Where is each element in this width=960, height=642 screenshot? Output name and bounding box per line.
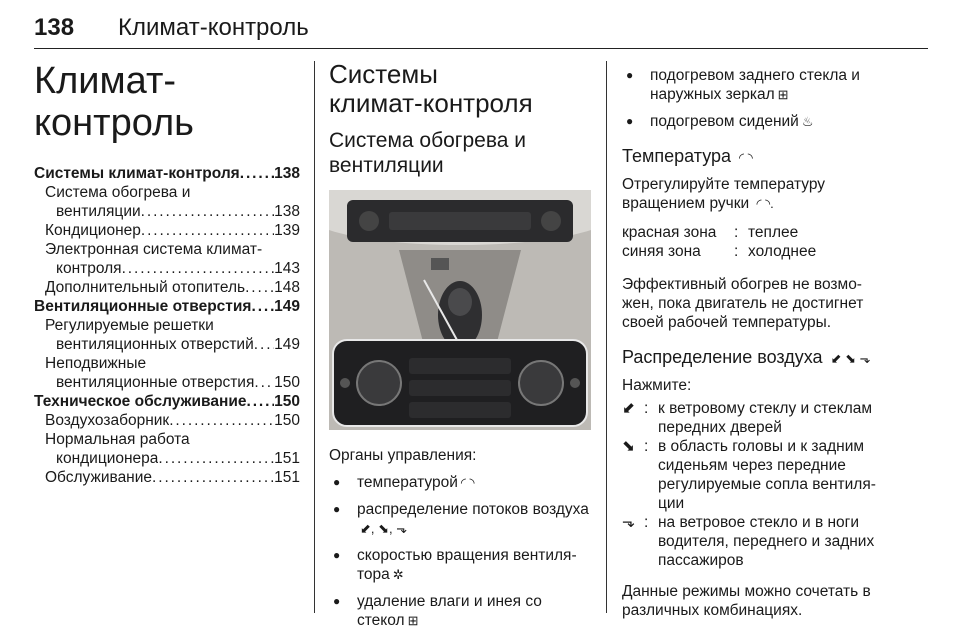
toc-entry[interactable] [34, 335, 300, 354]
toc-leader [240, 164, 274, 183]
control-icon: ✲ [392, 567, 404, 582]
toc-entry[interactable] [34, 354, 300, 373]
temperature-zones [622, 223, 892, 261]
toc-label: вентиляционные отверстия [56, 374, 255, 391]
temperature-text: Отрегулируйте температуру вращением ручки ◜ ◝. [622, 176, 826, 212]
column-divider [606, 61, 607, 613]
temperature-heading: Температура ◜ ◝ [622, 145, 892, 169]
controls-list [329, 473, 591, 630]
page-header [34, 14, 928, 49]
toc-entry[interactable] [34, 259, 300, 278]
air-mode-text: к ветровому стеклу и стеклам передних дверей [658, 400, 873, 436]
toc-entry[interactable] [34, 373, 300, 392]
toc-leader [254, 373, 274, 392]
toc-page-number: 150 [274, 374, 300, 391]
toc-page-number: 151 [274, 450, 300, 467]
subsection-heading: Система обогрева и вентиляции [329, 129, 526, 177]
toc-entry[interactable] [34, 392, 300, 411]
list-item [329, 473, 591, 492]
air-modes-list [622, 399, 892, 570]
toc-page-number: 151 [274, 469, 300, 486]
air-mode-icon: ⬊ [622, 438, 635, 455]
temperature-icon: ◜ ◝ [739, 150, 753, 165]
toc-entry[interactable] [34, 183, 300, 202]
toc-label: Неподвижные [45, 355, 147, 372]
air-mode-text: на ветровое стекло и в ноги водителя, переднего и задних пассажиров [658, 514, 875, 569]
toc-label: Техническое обслуживание [34, 393, 247, 410]
list-item-text: удаление влаги и инея со стекол [357, 593, 542, 629]
air-mode-sep: : [644, 438, 649, 455]
toc-label: кондиционера [56, 450, 159, 467]
control-icon: ♨ [801, 114, 814, 129]
header-title: Климат-контроль [118, 14, 309, 41]
toc-leader [158, 449, 274, 468]
list-item-text: подогревом сидений [650, 113, 799, 130]
toc-entry[interactable] [34, 316, 300, 335]
zone-sep: : [734, 243, 739, 260]
zone-sep: : [734, 224, 739, 241]
toc-label: Обслуживание [45, 469, 153, 486]
toc-label: контроля [56, 260, 122, 277]
knob-icon: ◜ ◝. [756, 196, 774, 211]
page-number: 138 [34, 14, 75, 41]
toc-leader [169, 411, 274, 430]
toc-label: Кондиционер [45, 222, 141, 239]
air-distribution-heading: Распределение воздуха ⬋ ⬊ ⬎ [622, 346, 892, 370]
list-item [329, 546, 591, 584]
toc-entry[interactable] [34, 221, 300, 240]
toc-page-number: 149 [274, 298, 300, 315]
toc-label: вентиляции [56, 203, 141, 220]
toc-leader [141, 221, 274, 240]
zone-value: холоднее [748, 243, 817, 260]
air-mode-icon: ⬋ [622, 400, 635, 417]
toc-page-number: 143 [274, 260, 300, 277]
toc-leader [122, 259, 275, 278]
control-icon: ⊞ [407, 613, 419, 628]
press-label: Нажмите: [622, 377, 692, 394]
effective-heating-text: Эффективный обогрев не возмо-жен, пока двигатель не достигнет своей рабочей температуры. [622, 276, 864, 331]
toc-page-number: 139 [274, 222, 300, 239]
air-mode-sep: : [644, 514, 649, 531]
toc-label: Электронная система климат- [45, 241, 263, 258]
toc-column [34, 60, 300, 487]
chapter-title: Климат-контроль [34, 60, 194, 144]
climate-control-photo [329, 190, 591, 430]
toc-entry[interactable] [34, 449, 300, 468]
control-icon: ⊞ [777, 87, 789, 102]
toc-leader [247, 392, 275, 411]
toc-label: Регулируемые решетки [45, 317, 214, 334]
dashboard-illustration [329, 190, 591, 430]
content-column-3 [622, 60, 892, 620]
air-mode-icon: ⬎ [622, 514, 635, 531]
content-column-2 [329, 60, 591, 638]
toc-page-number: 138 [274, 165, 300, 182]
toc-label: Система обогрева и [45, 184, 191, 201]
list-item-text: подогревом заднего стекла и наружных зеркал [650, 67, 860, 103]
list-item-text: температурой [357, 474, 458, 491]
toc-label: Воздухозаборник [45, 412, 170, 429]
toc-leader [245, 278, 274, 297]
air-mode-sep: : [644, 400, 649, 417]
zone-zone: синяя зона [622, 243, 701, 260]
toc-entry[interactable] [34, 468, 300, 487]
toc-entry[interactable] [34, 430, 300, 449]
table-of-contents [34, 164, 300, 487]
air-mode-text: в область головы и к задним сиденьям через передние регулируемые сопла вентиля-ции [658, 438, 876, 512]
toc-leader [251, 297, 274, 316]
combine-text: Данные режимы можно сочетать в различных комбинациях. [622, 583, 871, 619]
list-item [622, 66, 892, 104]
toc-entry[interactable] [34, 297, 300, 316]
toc-page-number: 150 [274, 412, 300, 429]
controls-list-continued [622, 66, 892, 131]
toc-entry[interactable] [34, 240, 300, 259]
toc-leader [254, 335, 274, 354]
toc-page-number: 138 [274, 203, 300, 220]
toc-label: Нормальная работа [45, 431, 190, 448]
controls-label: Органы управления: [329, 447, 477, 464]
section-heading: Системы климат-контроля [329, 59, 533, 118]
toc-page-number: 148 [274, 279, 300, 296]
toc-label: Дополнительный отопитель [45, 279, 246, 296]
toc-entry[interactable] [34, 411, 300, 430]
toc-label: Вентиляционные отверстия [34, 298, 252, 315]
toc-page-number: 149 [274, 336, 300, 353]
toc-label: Системы климат-контроля [34, 165, 240, 182]
column-divider [314, 61, 315, 613]
toc-entry[interactable] [34, 202, 300, 221]
control-icon: ⬋, ⬊, ⬎ [360, 521, 408, 536]
toc-page-number: 150 [274, 393, 300, 410]
toc-leader [141, 202, 274, 221]
list-item [329, 592, 591, 630]
zone-value: теплее [748, 224, 799, 241]
list-item-text: распределение потоков воздуха [357, 501, 589, 518]
toc-label: вентиляционных отверстий [56, 336, 254, 353]
toc-leader [152, 468, 274, 487]
air-distribution-icons: ⬋ ⬊ ⬎ [830, 351, 871, 366]
list-item [329, 500, 591, 538]
control-icon: ◜ ◝ [460, 475, 475, 490]
toc-entry[interactable] [34, 278, 300, 297]
list-item-text: скоростью вращения вентиля-тора [357, 547, 577, 583]
toc-entry[interactable] [34, 164, 300, 183]
zone-zone: красная зона [622, 224, 717, 241]
list-item [622, 112, 892, 131]
